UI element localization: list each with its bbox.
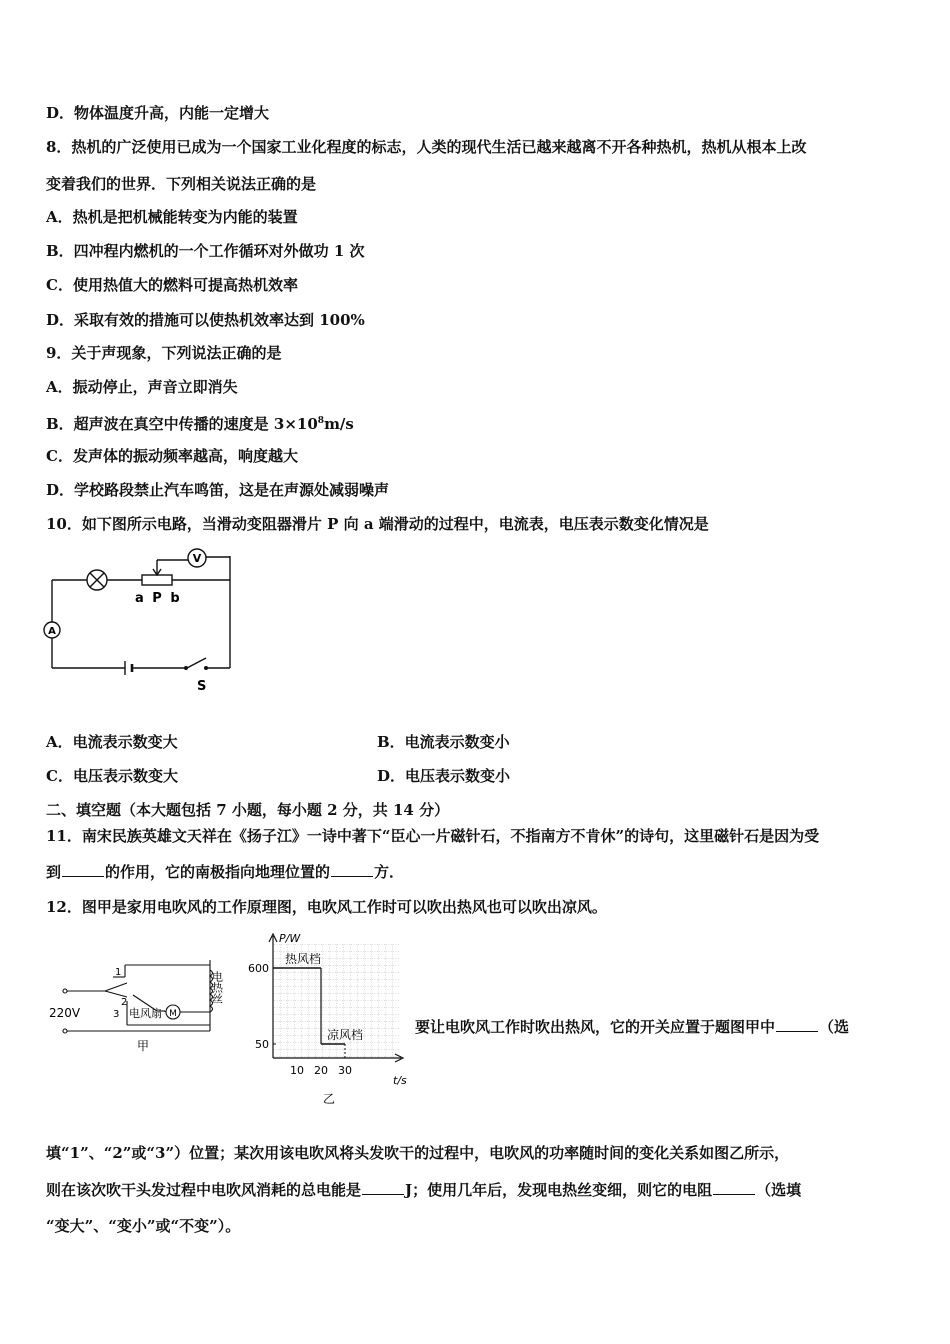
switch-position-3: 3 <box>113 1009 120 1020</box>
q9-option-b-exponent: 8 <box>317 416 325 426</box>
switch-position-2: 2 <box>121 997 128 1008</box>
q10-circuit-diagram <box>40 540 250 700</box>
switch-position-1: 1 <box>115 967 122 978</box>
q12-side-a: 要让电吹风工作时吹出热风，它的开关应置于题图甲中 <box>415 1018 776 1036</box>
series-label-1: 热风档 <box>285 952 322 966</box>
q8-option-a: A．热机是把机械能转变为内能的装置 <box>46 208 298 226</box>
ammeter-label: A <box>48 626 56 637</box>
voltmeter-icon <box>188 549 206 567</box>
q10-stem: 10．如下图所示电路，当滑动变阻器滑片 P 向 a 端滑动的过程中，电流表，电压表示数变化情况是 <box>46 515 709 533</box>
q8-option-d: D．采取有效的措施可以使热机效率达到 100% <box>46 311 365 329</box>
voltage-label: 220V <box>49 1006 81 1020</box>
series-label-2: 凉风档 <box>327 1028 364 1042</box>
y-tick-label-1: 50 <box>255 1038 269 1051</box>
q9-stem: 9．关于声现象，下列说法正确的是 <box>46 344 282 362</box>
q12-figure-yi-chart <box>245 930 415 1110</box>
q9-option-b <box>46 411 354 434</box>
q9-option-a: A．振动停止，声音立即消失 <box>46 378 238 396</box>
y-axis-label: P/W <box>279 932 301 945</box>
ammeter-icon <box>44 622 60 638</box>
q9-option-b-unit: m/s <box>324 415 354 433</box>
q9-option-d: D．学校路段禁止汽车鸣笛，这是在声源处减弱噪声 <box>46 481 390 499</box>
q12-line3 <box>46 1180 801 1200</box>
q10-option-b: B．电流表示数变小 <box>377 733 510 751</box>
motor-icon <box>166 1005 180 1019</box>
q8-stem-line2: 变着我们的世界．下列相关说法正确的是 <box>46 175 317 193</box>
q9-option-c: C．发声体的振动频率越高，响度越大 <box>46 447 298 465</box>
chart-caption: 乙 <box>323 1092 336 1106</box>
switch-label: S <box>197 679 207 694</box>
q12-line3-c: （选填 <box>756 1181 802 1199</box>
q12-line2: 填“1”、“2”或“3”）位置；某次用该电吹风将头发吹干的过程中，电吹风的功率随时间的变化关系如图乙所示， <box>46 1144 790 1162</box>
q10-option-a: A．电流表示数变大 <box>46 733 178 751</box>
q12-figure-jia <box>45 955 245 1055</box>
q11-blank-1[interactable] <box>62 862 104 877</box>
x-tick-label-1: 10 <box>290 1064 304 1077</box>
q11-blank-2[interactable] <box>331 862 373 877</box>
q12-blank-2[interactable] <box>362 1180 404 1195</box>
q12-line4: “变大”、“变小”或“不变”）。 <box>46 1217 241 1235</box>
q9-option-b-text: B．超声波在真空中传播的速度是 3×10 <box>46 415 318 433</box>
section2-title: 二、填空题（本大题包括 7 小题，每小题 2 分，共 14 分） <box>46 801 450 819</box>
x-tick-label-3: 30 <box>338 1064 352 1077</box>
q8-stem-line1: 8．热机的广泛使用已成为一个国家工业化程度的标志，人类的现代生活已越来越离不开各种热机，热机从根本上改 <box>46 138 807 156</box>
x-tick-label-2: 20 <box>314 1064 328 1077</box>
motor-label: M <box>169 1009 177 1019</box>
q11-line1: 11．南宋民族英雄文天祥在《扬子江》一诗中著下“臣心一片磁针石，不指南方不肯休”的诗句，这里磁针石是因为受 <box>46 827 820 845</box>
q12-blank-1[interactable] <box>776 1017 818 1032</box>
q12-side-text <box>415 1017 849 1037</box>
q12-line3-b: J；使用几年后，发现电热丝变细，则它的电阻 <box>405 1181 713 1199</box>
q10-option-c: C．电压表示数变大 <box>46 767 178 785</box>
q8-option-b: B．四冲程内燃机的一个工作循环对外做功 1 次 <box>46 242 365 260</box>
x-axis-label: t/s <box>393 1074 407 1087</box>
q12-stem: 12．图甲是家用电吹风的工作原理图，电吹风工作时可以吹出热风也可以吹出凉风。 <box>46 898 607 916</box>
q8-option-c: C．使用热值大的燃料可提高热机效率 <box>46 276 298 294</box>
q11-text-c: 方． <box>374 863 405 881</box>
lamp-icon <box>87 570 107 590</box>
q12-side-b: （选 <box>819 1018 850 1036</box>
rheostat-label: a P b <box>135 591 182 606</box>
q11-text-b: 的作用，它的南极指向地理位置的 <box>105 863 331 881</box>
q11-line2 <box>46 862 404 882</box>
voltmeter-label: V <box>192 552 202 565</box>
q10-option-d: D．电压表示数变小 <box>377 767 511 785</box>
q7-option-d: D．物体温度升高，内能一定增大 <box>46 104 270 122</box>
heater-label: 电热丝 <box>210 971 224 1004</box>
q12-blank-3[interactable] <box>713 1180 755 1195</box>
fan-label: 电风扇 <box>129 1007 162 1020</box>
q12-line3-a: 则在该次吹干头发过程中电吹风消耗的总电能是 <box>46 1181 362 1199</box>
q11-text-a: 到 <box>46 863 62 881</box>
figure-jia-caption: 甲 <box>137 1039 150 1053</box>
y-tick-label-2: 600 <box>248 962 269 975</box>
